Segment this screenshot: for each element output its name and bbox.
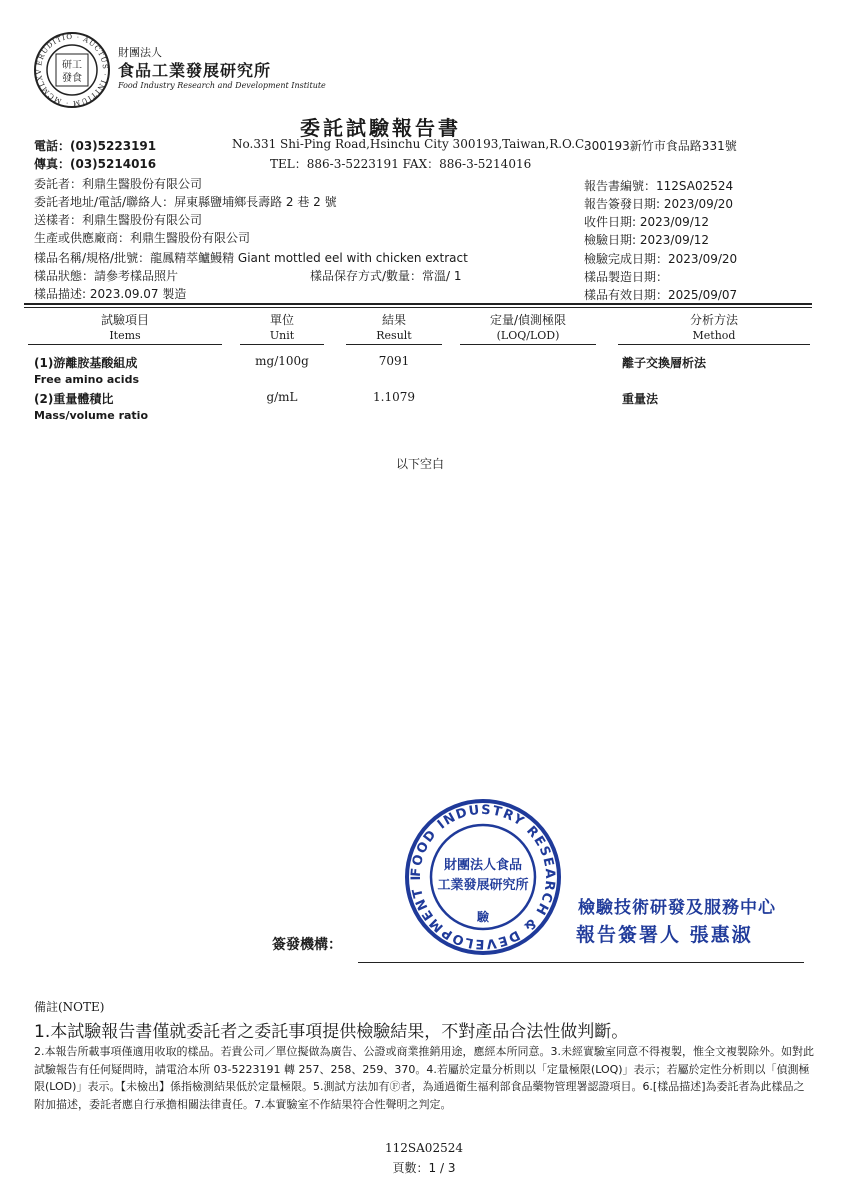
- footer-report-number: 112SA02524: [385, 1141, 463, 1155]
- header-method-zh: 分析方法: [689, 313, 738, 327]
- row-unit: g/mL: [266, 390, 298, 404]
- header-items-en: Items: [109, 329, 141, 342]
- header-underline-method: [618, 344, 810, 345]
- note-2: 2.本報告所載事項僅適用收取的樣品。若貴公司／單位擬做為廣告、公證或商業推銷用途，應經本所同意。3.未經實驗室同意不得複製，惟全文複製除外。如對此試驗報告有任何疑問時，請電洽本所 03-5223191 轉 257、258、259、370。4.若屬於定量分析則以「定量極限(LOQ)」表示；若屬於定性分析則以「偵測極限(LOD)」表示。【未檢出】係指檢測結果低於定量極限。5.測試方法加有Ⓕ者，為通過衛生福利部食品藥物管理署認證項目。6.[樣品描述]為委託者為此樣品之附加描述，委託者應自行承擔相關法律責任。7.本實驗室不作結果符合性聲明之判定。: [34, 1045, 814, 1111]
- header-result-zh: 結果: [381, 313, 406, 327]
- institute-name-en: Food Industry Research and Development Institute: [118, 81, 326, 90]
- svg-text:發食: 發食: [62, 73, 82, 84]
- issue-date: 報告簽發日期: 2023/09/20: [584, 197, 734, 211]
- svg-text:驗: 驗: [476, 910, 490, 924]
- svg-text:研工: 研工: [62, 60, 82, 71]
- svg-text:FOOD INDUSTRY RESEARCH & DEVEL: FOOD INDUSTRY RESEARCH & DEVELOPMENT I: [408, 802, 558, 952]
- row-method: 重量法: [622, 392, 659, 406]
- report-signer: 報告簽署人 張惠淑: [576, 924, 753, 946]
- row-result: 1.1079: [373, 390, 415, 404]
- row-method: 離子交換層析法: [622, 356, 707, 370]
- report-title: 委託試驗報告書: [300, 116, 461, 140]
- signature-line: [358, 962, 804, 963]
- manufacturer: 生產或供應廠商：利鼎生醫股份有限公司: [34, 231, 251, 245]
- sample-name: 樣品名稱/規格/批號：龍鳳精萃鱸鰻精 Giant mottled eel with chicken extract: [34, 251, 468, 265]
- header-loq-en: (LOQ/LOD): [496, 329, 560, 342]
- client-name: 委託者：利鼎生醫股份有限公司: [34, 177, 203, 191]
- phone: 電話：(03)5223191: [34, 139, 157, 153]
- official-stamp: [403, 797, 563, 957]
- svg-text:財團法人食品: 財團法人食品: [443, 858, 523, 873]
- header-result-en: Result: [376, 329, 412, 342]
- tel-fax-line: TEL：886-3-5223191 FAX：886-3-5214016: [270, 157, 532, 171]
- completed-date: 檢驗完成日期：2023/09/20: [584, 252, 738, 266]
- note-1: 1.本試驗報告書僅就委託者之委託事項提供檢驗結果，不對產品合法性做判斷。: [34, 1022, 629, 1042]
- issuing-institution-label: 簽發機構：: [272, 937, 342, 953]
- row-unit: mg/100g: [255, 354, 309, 368]
- svg-text:ERUDITIO · AUCTUS · INITIUM ·: ERUDITIO · AUCTUS · INITIUM · MCMLXV: [34, 32, 110, 108]
- table-end-note: 以下空白: [396, 457, 445, 471]
- test-date: 檢驗日期: 2023/09/12: [584, 233, 710, 247]
- header-underline-result: [346, 344, 442, 345]
- institute-name-zh: 食品工業發展研究所: [118, 61, 272, 80]
- notes-heading: 備註(NOTE): [34, 1000, 105, 1014]
- row-item-zh: (2)重量體積比: [34, 392, 114, 406]
- header-unit-en: Unit: [269, 329, 295, 342]
- manufacture-date: 樣品製造日期：: [584, 270, 669, 284]
- row-result: 7091: [378, 354, 410, 368]
- address-zh: 300193新竹市食品路331號: [584, 139, 737, 153]
- row-item-en: Mass/volume ratio: [34, 409, 148, 422]
- address-en: No.331 Shi-Ping Road,Hsinchu City 300193,Taiwan,R.O.C.: [232, 137, 588, 151]
- client-address: 委託者地址/電話/聯絡人：屏東縣鹽埔鄉長壽路 2 巷 2 號: [34, 195, 337, 209]
- header-underline-loq: [460, 344, 596, 345]
- received-date: 收件日期: 2023/09/12: [584, 215, 710, 229]
- sample-storage: 樣品保存方式/數量：常溫/ 1: [310, 269, 462, 283]
- submitter: 送樣者：利鼎生醫股份有限公司: [34, 213, 203, 227]
- table-top-rule-2: [24, 307, 812, 308]
- report-number: 報告書編號：112SA02524: [584, 179, 734, 193]
- footer-page-number: 頁數：1 / 3: [392, 1161, 456, 1175]
- header-loq-zh: 定量/偵測極限: [489, 313, 567, 327]
- svg-text:工業發展研究所: 工業發展研究所: [437, 878, 529, 893]
- header-method-en: Method: [692, 329, 736, 342]
- header-items-zh: 試驗項目: [100, 313, 149, 327]
- institute-seal-logo: [32, 30, 112, 110]
- header-underline-unit: [240, 344, 324, 345]
- table-top-rule: [24, 303, 812, 305]
- sample-description: 樣品描述: 2023.09.07 製造: [34, 287, 187, 301]
- testing-center-name: 檢驗技術研發及服務中心: [578, 898, 776, 918]
- row-item-en: Free amino acids: [34, 373, 139, 386]
- expiry-date: 樣品有效日期：2025/09/07: [584, 288, 738, 302]
- header-underline-items: [28, 344, 222, 345]
- row-item-zh: (1)游離胺基酸組成: [34, 356, 138, 370]
- sample-state: 樣品狀態：請參考樣品照片: [34, 269, 179, 283]
- header-unit-zh: 單位: [269, 313, 294, 327]
- fax: 傳真：(03)5214016: [34, 157, 157, 171]
- institute-prefix: 財團法人: [118, 46, 162, 59]
